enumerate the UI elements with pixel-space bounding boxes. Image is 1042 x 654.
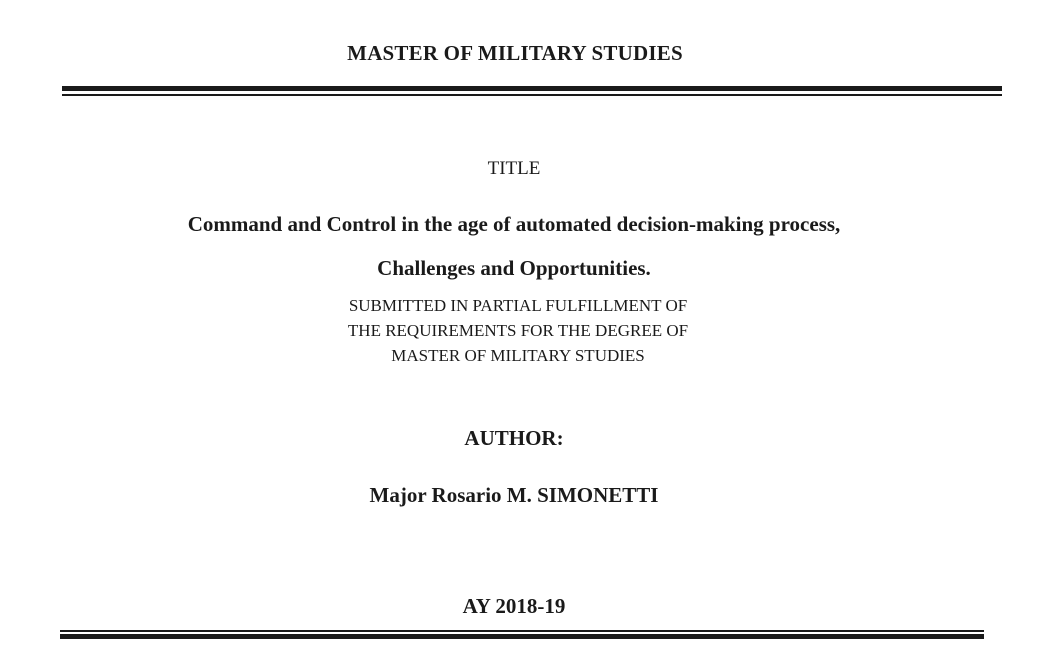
submission-line-3: MASTER OF MILITARY STUDIES [391, 346, 645, 365]
bottom-divider-thick [60, 634, 984, 639]
submission-statement [0, 293, 1036, 368]
author-name: Major Rosario M. SIMONETTI [369, 483, 659, 507]
title-label: TITLE [487, 158, 541, 179]
submission-line-1: SUBMITTED IN PARTIAL FULFILLMENT OF [348, 296, 688, 315]
thesis-title-line-2: Challenges and Opportunities. [377, 256, 651, 280]
academic-year: AY 2018-19 [462, 594, 566, 618]
submission-line-2: THE REQUIREMENTS FOR THE DEGREE OF [347, 321, 689, 340]
top-divider-thick [62, 86, 1002, 91]
bottom-divider-thin [60, 630, 984, 632]
author-label: AUTHOR: [464, 426, 564, 450]
thesis-title-line-1: Command and Control in the age of automated decision-making process, [187, 212, 841, 236]
program-heading: MASTER OF MILITARY STUDIES [347, 41, 683, 65]
top-divider-thin [62, 94, 1002, 96]
